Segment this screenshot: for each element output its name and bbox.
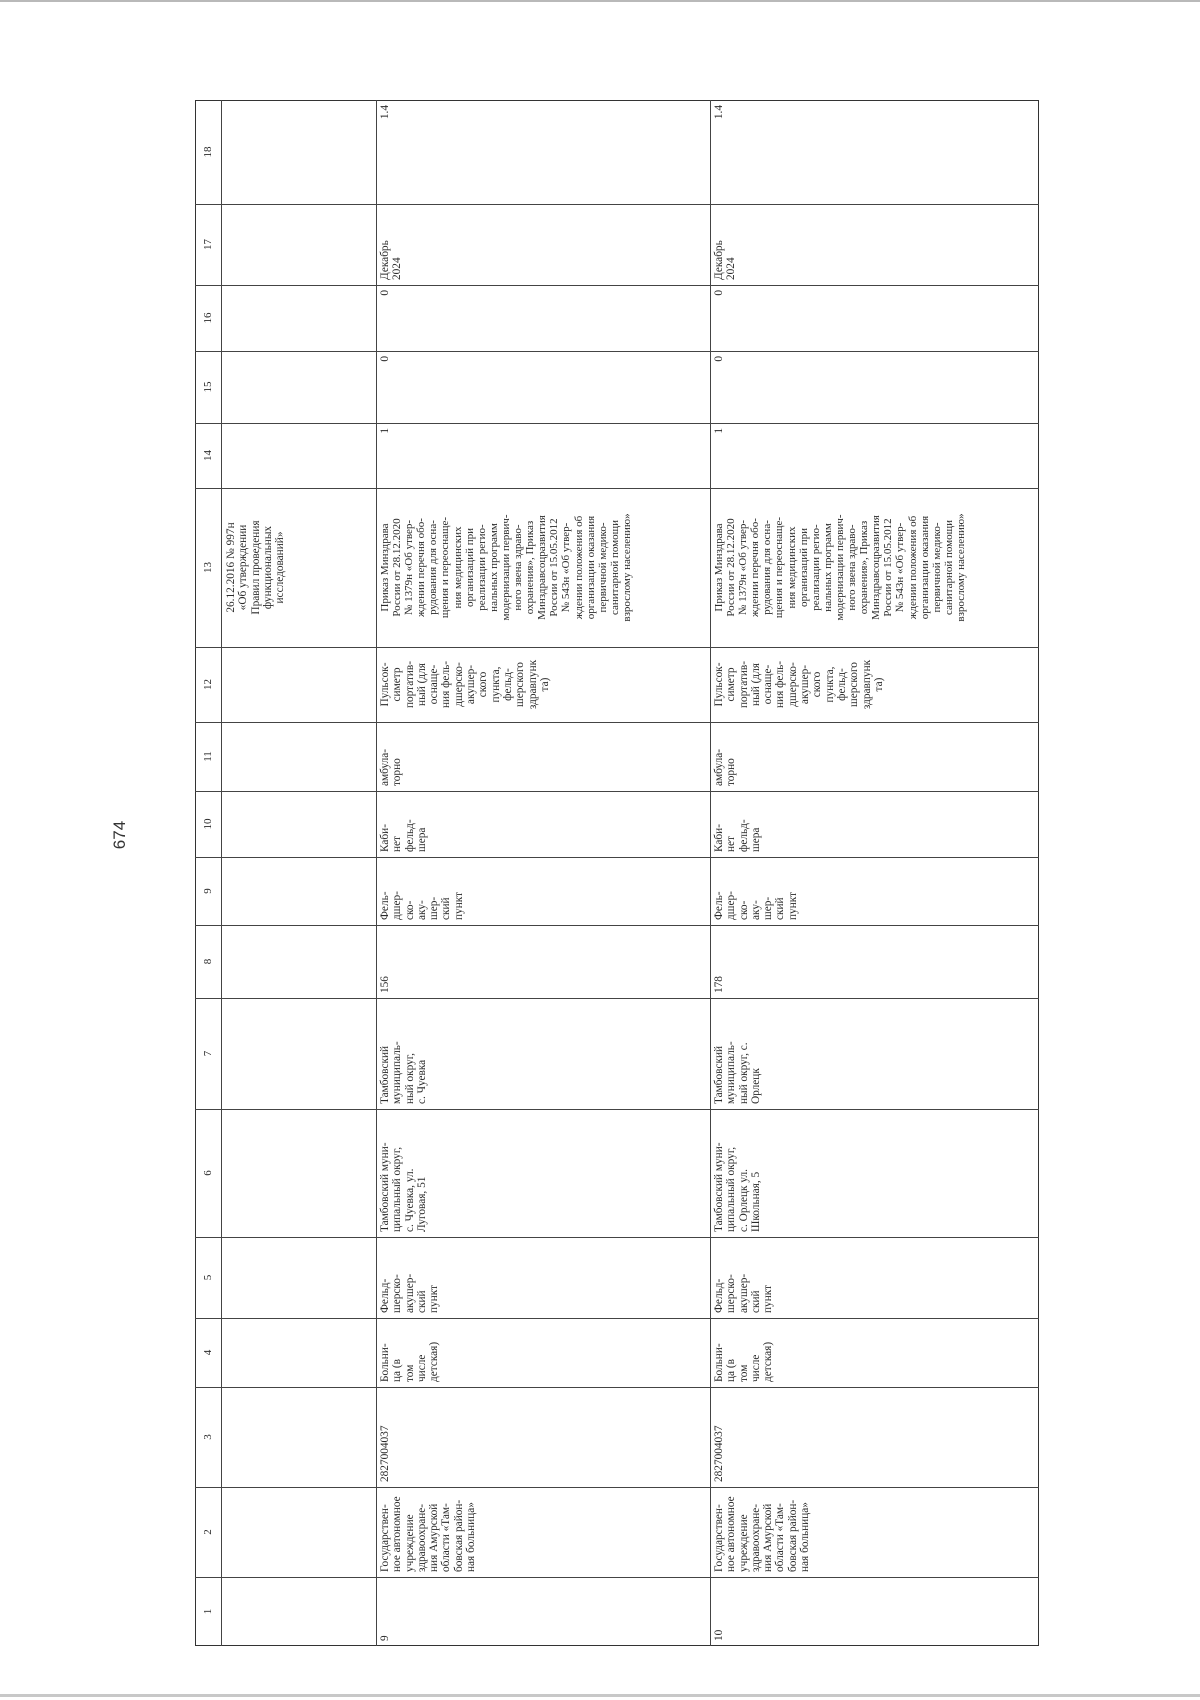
table-row-1-cell-8-text: 156 [379, 976, 391, 993]
column-divider [195, 722, 1039, 723]
table-row-2-cell-8-text: 178 [713, 976, 725, 993]
row-divider [221, 100, 222, 1646]
column-header-7-text: 7 [202, 1050, 214, 1057]
rotated-table [195, 100, 1039, 1646]
table-row-1-cell-15-text: 0 [379, 356, 391, 362]
column-header-9-text: 9 [202, 888, 214, 894]
table-row-1-cell-12-text: Пульсок- симетр портатив- ный (для оснаще- ния фель- дшерско- акушер- ского пункта, фельд- шерского здравпунк та) [379, 659, 551, 710]
table-row-2-cell-9-text: Фель- дшер- ско- аку- шер- ский пункт [713, 891, 799, 920]
table-row-2-cell-4-text: Больни- ца (в том числе детская) [713, 1341, 775, 1382]
column-header-16-text: 16 [202, 312, 214, 324]
column-header-17-text: 17 [202, 239, 214, 250]
column-header-14-text: 14 [202, 450, 214, 461]
table-row-2-cell-12-text: Пульсок- симетр портатив- ный (для оснаще- ния фель- дшерско- акушер- ского пункта, фельд- шерского здравпунк та) [713, 659, 885, 710]
column-header-6-text: 6 [202, 1170, 214, 1176]
table-row-2-cell-3-text: 2827004037 [713, 1425, 725, 1482]
column-divider [195, 1387, 1039, 1388]
table-row-1-cell-6-text: Тамбовский муни- ципальный округ, с. Чуевка, ул. Луговая, 51 [379, 1142, 428, 1232]
table-row-1-cell-1-text: 9 [379, 1635, 391, 1641]
table-row-2-cell-16-text: 0 [713, 290, 725, 296]
scan-edge-top [0, 0, 1200, 2]
column-divider [195, 423, 1039, 424]
scan-edge-bottom [0, 1694, 1200, 1697]
column-divider [195, 488, 1039, 489]
table-row-1-cell-3-text: 2827004037 [379, 1425, 391, 1482]
column-divider [195, 204, 1039, 205]
column-divider [195, 351, 1039, 352]
table-row-1-cell-18-text: 1.4 [379, 105, 391, 120]
table-row-2-cell-14-text: 1 [713, 428, 725, 434]
column-divider [195, 285, 1039, 286]
column-header-12-text: 12 [202, 679, 214, 690]
table-row-2-cell-6-text: Тамбовский муни- ципальный округ, с. Орлецк ул. Школьная, 5 [713, 1142, 762, 1232]
table-row-1-cell-11-text: амбула- торно [379, 748, 404, 786]
table-row-1-cell-16-text: 0 [379, 290, 391, 296]
table-row-2-cell-10-text: Каби- нет фельд- шера [713, 819, 762, 852]
table-row-1-cell-7-text: Тамбовский муниципаль- ный округ, с. Чуевка [379, 1041, 428, 1104]
column-divider [195, 1318, 1039, 1319]
column-header-5-text: 5 [202, 1274, 214, 1281]
table-row-2-cell-17-text: Декабрь 2024 [713, 240, 738, 280]
table-row-1-cell-10-text: Каби- нет фельд- шера [379, 819, 428, 852]
row-divider [376, 100, 377, 1646]
table-row-1-cell-14-text: 1 [379, 428, 391, 434]
table-row-2-cell-18-text: 1.4 [713, 105, 725, 120]
column-divider [195, 647, 1039, 648]
page-number-text: 674 [110, 820, 129, 850]
table-row-2-cell-1-text: 10 [713, 1629, 725, 1641]
table-row-1-cell-9-text: Фель- дшер- ско- аку- шер- ский пункт [379, 891, 465, 920]
table-row-2-cell-15-text: 0 [713, 356, 725, 362]
column-divider [195, 1577, 1039, 1578]
column-header-4-text: 4 [202, 1349, 214, 1356]
column-divider [195, 925, 1039, 926]
column-divider [195, 998, 1039, 999]
table-row-1-cell-5-text: Фельд- шерско- акушер- ский пункт [379, 1273, 441, 1313]
column-header-2-text: 2 [202, 1529, 214, 1535]
table-row-1-cell-2-text: Государствен- ное автономное учреждение здравоохране- ния Амурской области «Там- бовская район- ная больница» [379, 1496, 478, 1572]
column-divider [195, 1109, 1039, 1110]
column-divider [195, 1237, 1039, 1238]
table-row-1-cell-4-text: Больни- ца (в том числе детская) [379, 1341, 441, 1382]
column-header-8-text: 8 [202, 958, 214, 965]
column-header-18-text: 18 [202, 146, 214, 158]
table-row-2-cell-11-text: амбула- торно [713, 748, 738, 786]
page-number [105, 815, 135, 855]
column-header-10-text: 10 [202, 818, 214, 830]
column-header-1-text: 1 [202, 1608, 214, 1615]
table-row-1-cell-17-text: Декабрь 2024 [379, 240, 404, 280]
column-divider [195, 1487, 1039, 1488]
column-divider [195, 857, 1039, 858]
row-divider [710, 100, 711, 1646]
column-header-11-text: 11 [202, 751, 214, 762]
table-row-2-cell-5-text: Фельд- шерско- акушер- ский пункт [713, 1273, 775, 1313]
column-header-13-text: 13 [202, 562, 214, 573]
continuation-cell-13-text: 26.12.2016 № 997н «Об утверждении Правил проведения функциональных исследований» [225, 520, 287, 615]
table-row-2-cell-2-text: Государствен- ное автономное учреждение здравоохране- ния Амурской области «Там- бовская район- ная больница» [713, 1496, 812, 1572]
table-row-2-cell-13-text: Приказ Минздрава России от 28.12.2020 № 1379н «Об утвер- ждении перечня обо- рудования для осна- щения и переоснаще- ния медицинских организаций при реализации регио- нальных программ модернизации первич- ного звена здраво- охранения», Приказ Минздравсоцразвития России от 15.05.2012 № 543н «Об утвер- ждении положения об организации оказания первичной медико- санитарной помощи взрослому населению» [713, 513, 967, 622]
column-header-3-text: 3 [202, 1434, 214, 1440]
column-header-15-text: 15 [202, 381, 214, 393]
column-divider [195, 791, 1039, 792]
table-row-1-cell-13-text: Приказ Минздрава России от 28.12.2020 № 1379н «Об утвер- ждении перечня обо- рудования для осна- щения и переоснаще- ния медицинских организаций при реализации регио- нальных программ модернизации первич- ного звена здраво- охранения», Приказ Минздравсоцразвития России от 15.05.2012 № 543н «Об утвер- ждении положения об организации оказания первичной медико- санитарной помощи взрослому населению» [379, 513, 633, 622]
table-row-2-cell-7-text: Тамбовский муниципаль- ный округ, с. Орлецк [713, 1041, 762, 1104]
